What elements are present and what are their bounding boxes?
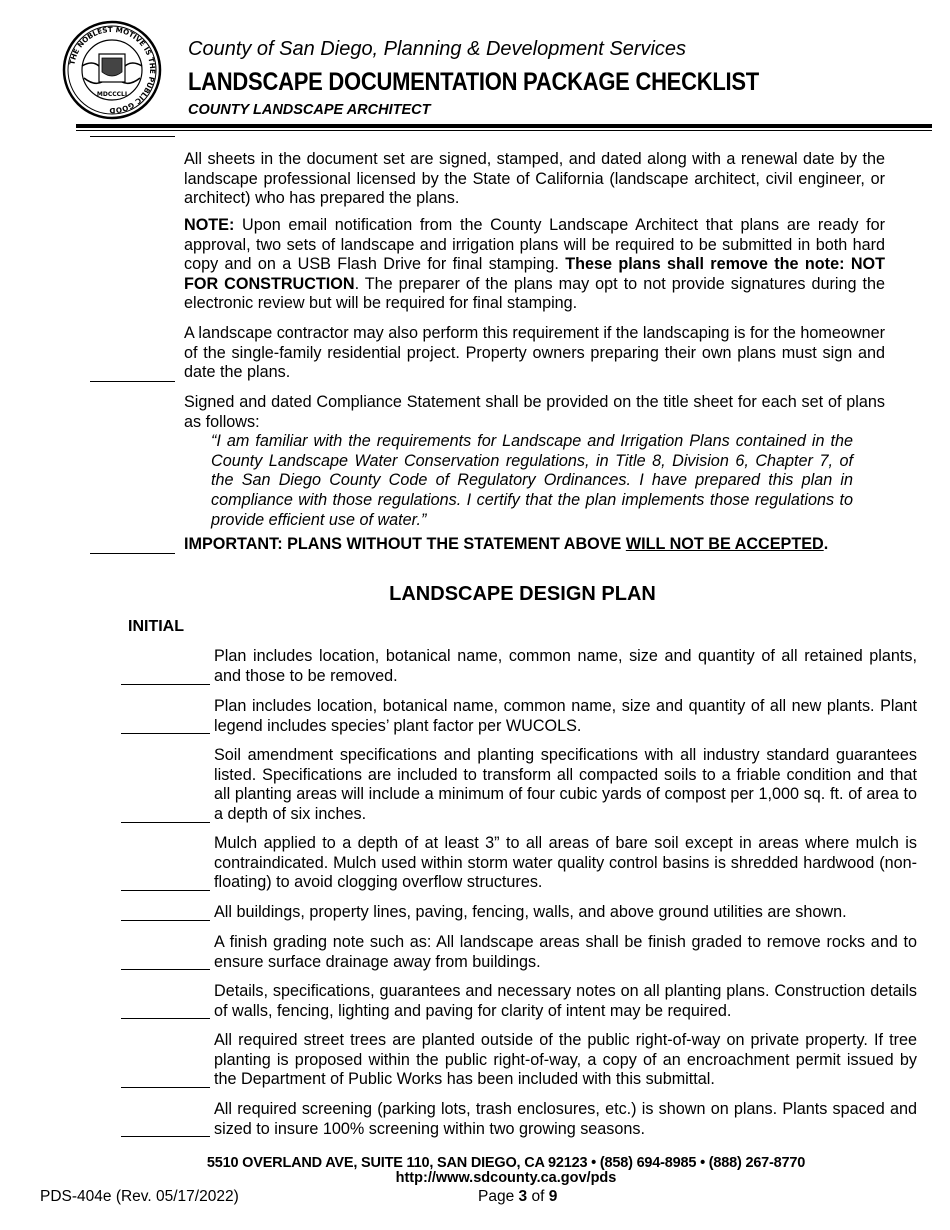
initial-blank[interactable]: [121, 1136, 210, 1137]
checklist-item: A finish grading note such as: All landscape areas shall be finish graded to remove rocks and to ensure surface drainage away from buildings.: [214, 933, 917, 971]
header-rule-thick: [76, 124, 932, 128]
note-text: Upon email notification from the County Landscape Architect that plans are ready for approval, two sets of landscape and irrigation plans will be required to be submitted in both hard copy and on a USB Flash Drive for final stamping.: [184, 216, 885, 274]
checklist-item: All buildings, property lines, paving, fencing, walls, and above ground utilities are shown.: [214, 903, 847, 921]
initial-blank[interactable]: [121, 822, 210, 823]
note-label: NOTE:: [184, 216, 235, 234]
initial-blank[interactable]: [121, 890, 210, 891]
note-bold: These plans shall remove the note: NOT FOR CONSTRUCTION: [184, 255, 885, 293]
compliance-text: Signed and dated Compliance Statement shall be provided on the title sheet for each set of plans as follows:: [184, 393, 885, 431]
checklist-item: Soil amendment specifications and planting specifications with all industry standard guarantees listed. Specifications are included to transform all compacted soils to a friable condition and that all planting areas will include a minimum of four cubic yards of compost per 1,000 sq. ft. of area to a depth of six inches.: [214, 746, 917, 823]
initial-blank[interactable]: [121, 733, 210, 734]
county-seal: [62, 20, 162, 120]
initial-blank[interactable]: [121, 1018, 210, 1019]
initial-blank[interactable]: [90, 381, 175, 382]
initial-blank[interactable]: [121, 684, 210, 685]
checklist-item: Mulch applied to a depth of at least 3” to all areas of bare soil except in areas where mulch is contraindicated. Mulch used within storm water quality control basins is shredded hardwood (non-floating) to avoid clogging overflow structures.: [214, 834, 917, 892]
department-name: County of San Diego, Planning & Development Services: [188, 38, 687, 60]
checklist-item: Details, specifications, guarantees and necessary notes on all planting plans. Construction details of walls, fencing, lighting and paving for clarity of intent may be required.: [214, 982, 917, 1020]
signed-plans-text: All sheets in the document set are signed, stamped, and dated along with a renewal date by the landscape professional licensed by the State of California (landscape architect, civil engineer, or architect) who has prepared the plans.: [184, 150, 885, 208]
checklist-item: All required screening (parking lots, trash enclosures, etc.) is shown on plans. Plants spaced and sized to insure 100% screening within two growing seasons.: [214, 1100, 917, 1138]
document-title: LANDSCAPE DOCUMENTATION PACKAGE CHECKLIST: [188, 68, 759, 96]
initial-blank[interactable]: [90, 553, 175, 554]
contractor-text: A landscape contractor may also perform this requirement if the landscaping is for the homeowner of the single-family residential project. Property owners preparing their own plans must sign and date the plans.: [184, 324, 885, 382]
note-paragraph: [184, 216, 885, 314]
compliance-quote: “I am familiar with the requirements for Landscape and Irrigation Plans contained in the County Landscape Water Conservation regulations, in Title 8, Division 6, Chapter 7, of the San Diego County Code of Regulatory Ordinances. I have prepared this plan in compliance with those regulations. I certify that the plan implements those regulations to provide efficient use of water.”: [211, 432, 853, 529]
note-tail: . The preparer of the plans may opt to not provide signatures during the electronic review but will be required for final stamping.: [184, 274, 885, 313]
checklist-item: All required street trees are planted outside of the public right-of-way on private property. If tree planting is proposed within the public right-of-way, a copy of an encroachment permit issued by the Department of Public Works has been included with this submittal.: [214, 1031, 917, 1089]
initial-blank[interactable]: [121, 1087, 210, 1088]
checklist-item: Plan includes location, botanical name, common name, size and quantity of all retained plants, and those to be removed.: [214, 647, 917, 685]
initial-label: INITIAL: [128, 618, 184, 635]
checklist-item: Plan includes location, botanical name, common name, size and quantity of all new plants. Plant legend includes species’ plant factor per WUCOLS.: [214, 697, 917, 735]
important-statement: IMPORTANT: PLANS WITHOUT THE STATEMENT ABOVE WILL NOT BE ACCEPTED.: [184, 535, 829, 553]
header-rule-thin: [76, 130, 932, 131]
document-subtitle: COUNTY LANDSCAPE ARCHITECT: [188, 102, 431, 118]
footer-address: 5510 OVERLAND AVE, SUITE 110, SAN DIEGO, CA 92123 • (858) 694-8985 • (888) 267-8770: [206, 1155, 806, 1171]
initial-blank[interactable]: [90, 136, 175, 137]
compliance-paragraph: [184, 393, 885, 530]
initial-blank[interactable]: [121, 920, 210, 921]
page-number: Page 3 of 9: [478, 1188, 558, 1205]
seal-year: MDCCCLI: [96, 91, 128, 98]
seal-ring-text: THE NOBLEST MOTIVE IS THE PUBLIC GOOD: [67, 24, 158, 116]
section-title: LANDSCAPE DESIGN PLAN: [389, 583, 656, 605]
footer-url[interactable]: http://www.sdcounty.ca.gov/pds: [395, 1170, 617, 1186]
form-id: PDS-404e (Rev. 05/17/2022): [40, 1188, 239, 1205]
initial-blank[interactable]: [121, 969, 210, 970]
